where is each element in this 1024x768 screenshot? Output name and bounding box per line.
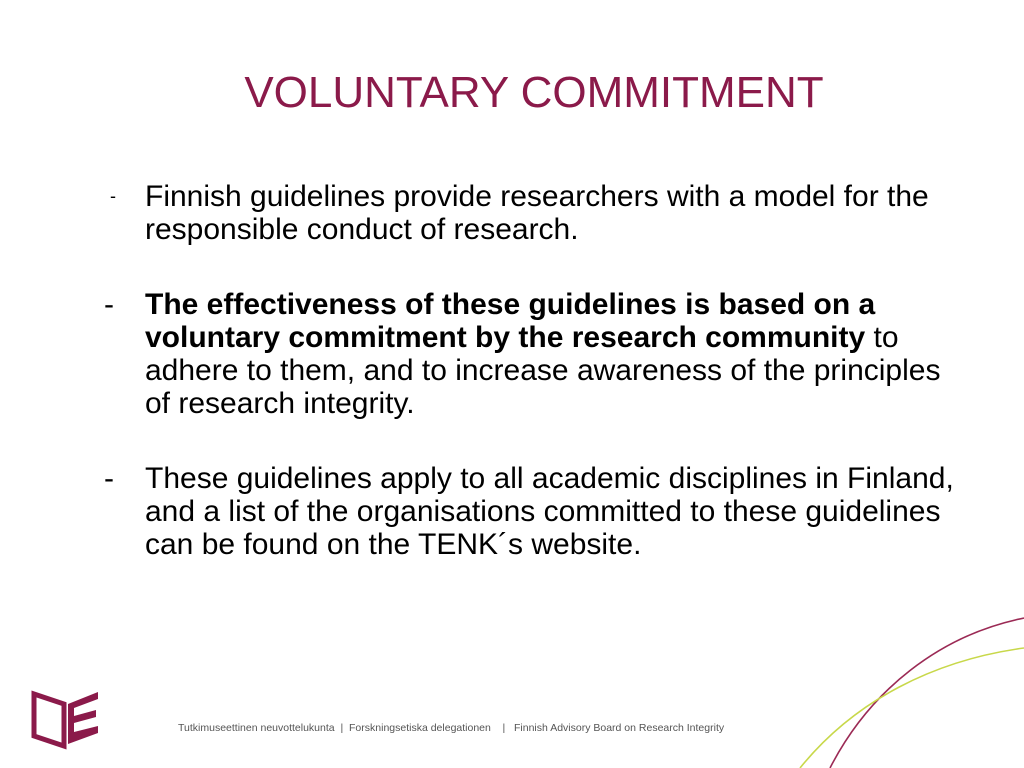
decorative-swoosh [760, 580, 1024, 768]
bullet-marker: - [104, 288, 114, 321]
bullet-text: Finnish guidelines provide researchers with a model for the responsible conduct of research. [145, 180, 929, 246]
bullet-item [104, 180, 954, 246]
bullet-item [104, 288, 954, 420]
footer-text: Tutkimuseettinen neuvottelukunta | Forskningsetiska delegationen | Finnish Advisory Board on Research Integrity [178, 722, 725, 734]
bullet-item [104, 462, 954, 561]
slide-title: VOLUNTARY COMMITMENT [244, 68, 824, 117]
bullet-list [104, 180, 954, 603]
bullet-marker: - [104, 462, 114, 495]
bullet-text: to adhere to them, and to increase awareness of the principles of research integrity. [145, 321, 941, 420]
bullet-marker: - [110, 186, 116, 206]
bullet-text: These guidelines apply to all academic disciplines in Finland, and a list of the organisations committed to these guidelines can be found on the TENK´s website. [145, 462, 954, 561]
bullet-bold-text: The effectiveness of these guidelines is based on a voluntary commitment by the research community [145, 288, 876, 354]
tenk-book-logo-icon [30, 686, 102, 750]
